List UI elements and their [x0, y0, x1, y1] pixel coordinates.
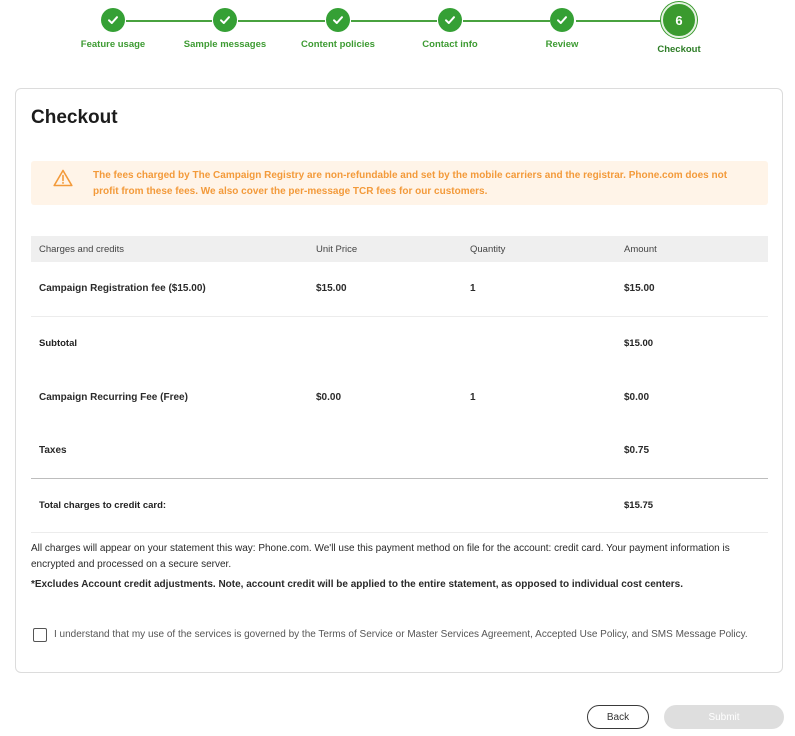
quantity: 1: [470, 391, 476, 403]
checkout-card: [15, 88, 783, 673]
unit-price: [308, 316, 462, 370]
step-label: Feature usage: [80, 39, 146, 50]
step-feature-usage[interactable]: [53, 8, 173, 50]
step-complete-circle: [326, 8, 350, 32]
step-label: Contact info: [422, 39, 478, 50]
table-row: [31, 262, 768, 316]
amount: $0.75: [616, 424, 768, 478]
table-header-row: [31, 236, 768, 262]
check-icon: [219, 14, 231, 26]
charge-label: Campaign Recurring Fee (Free): [39, 391, 188, 403]
unit-price: [308, 424, 462, 478]
submit-button[interactable]: Submit: [664, 705, 784, 729]
step-complete-circle: [101, 8, 125, 32]
back-button[interactable]: Back: [587, 705, 649, 729]
table-row: [31, 370, 768, 424]
fees-warning-alert: [31, 161, 768, 205]
column-header: Amount: [616, 236, 768, 262]
amount: $15.00: [624, 337, 654, 349]
step-complete-circle: [550, 8, 574, 32]
warning-triangle-icon: [53, 169, 73, 187]
column-header: Quantity: [462, 236, 616, 262]
amount: $15.00: [616, 262, 768, 316]
table-row-subtotal: [31, 316, 768, 370]
step-current-circle: 6: [661, 2, 697, 38]
terms-label[interactable]: I understand that my use of the services is governed by the Terms of Service or Master Services Agreement, Accepted Use Policy, and SMS Message Policy.: [54, 629, 748, 640]
table-row-total: [31, 478, 768, 532]
step-sample-messages[interactable]: [165, 8, 285, 50]
alert-text: The fees charged by The Campaign Registry are non-refundable and set by the mobile carriers and the registrar. Phone.com does not profit from these fees. We also cover the per-message TCR fees for our customers.: [93, 170, 728, 197]
charge-label: Subtotal: [39, 337, 77, 349]
amount: $0.00: [624, 391, 650, 403]
step-label: Checkout: [657, 44, 701, 55]
step-contact-info[interactable]: [390, 8, 510, 50]
unit-price: $15.00: [308, 262, 462, 316]
terms-checkbox[interactable]: [33, 628, 47, 642]
quantity: 1: [462, 262, 616, 316]
page-title: Checkout: [31, 107, 118, 128]
quantity: [462, 478, 616, 532]
check-icon: [556, 14, 568, 26]
statement-note: All charges will appear on your statement this way: Phone.com. We'll use this payment method on file for the account: credit card. Your payment information is encrypted and processed on a secure server.: [31, 543, 730, 570]
charge-label: Campaign Registration fee ($15.00): [31, 262, 308, 316]
step-checkout: [619, 8, 739, 55]
column-header: Charges and credits: [31, 236, 308, 262]
quantity: [462, 316, 616, 370]
step-label: Content policies: [301, 39, 375, 50]
check-icon: [107, 14, 119, 26]
column-header: Unit Price: [308, 236, 462, 262]
quantity: [462, 424, 616, 478]
charge-label: Total charges to credit card:: [31, 478, 308, 532]
table-row: [31, 424, 768, 478]
amount: $15.75: [616, 478, 768, 532]
check-icon: [444, 14, 456, 26]
unit-price: $0.00: [316, 391, 342, 403]
charges-table: [31, 236, 768, 533]
step-complete-circle: [213, 8, 237, 32]
excludes-note: *Excludes Account credit adjustments. Note, account credit will be applied to the entire statement, as opposed to individual cost centers.: [31, 579, 683, 590]
step-label: Review: [545, 39, 579, 50]
step-content-policies[interactable]: [278, 8, 398, 50]
progress-stepper: [0, 0, 795, 70]
check-icon: [332, 14, 344, 26]
charge-label: Taxes: [31, 424, 308, 478]
step-label: Sample messages: [183, 39, 267, 50]
step-complete-circle: [438, 8, 462, 32]
unit-price: [308, 478, 462, 532]
step-review[interactable]: [502, 8, 622, 50]
